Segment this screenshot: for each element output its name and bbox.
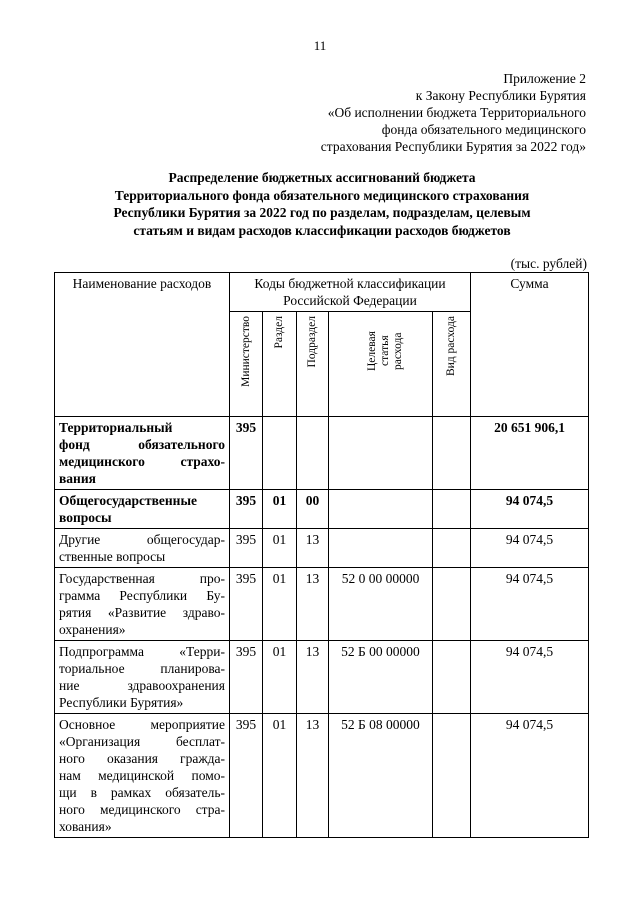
row-name-line: «Организация бесплат- <box>59 734 225 749</box>
subsection-code <box>297 417 329 490</box>
sub-header-target <box>329 312 433 417</box>
ministry-code: 395 <box>230 529 263 568</box>
ministry-code: 395 <box>230 568 263 641</box>
title-line: Распределение бюджетных ассигнований бюджета <box>168 170 476 185</box>
ministry-code: 395 <box>230 417 263 490</box>
subsection-code: 13 <box>297 641 329 714</box>
row-name-line: охранения» <box>59 622 126 637</box>
table-row <box>55 529 589 568</box>
header-codes-line: Российской Федерации <box>283 293 417 308</box>
row-name-line: ного оказания гражда- <box>59 751 225 766</box>
title-line: статьям и видам расходов классификации расходов бюджетов <box>133 222 511 238</box>
table-row <box>55 714 589 838</box>
target-article-code: 52 0 00 00000 <box>329 568 433 641</box>
row-name-line: ного медицинского стра- <box>59 802 225 817</box>
row-name <box>55 714 230 838</box>
sub-header-label: Министерство <box>239 316 252 387</box>
section-code: 01 <box>263 490 297 529</box>
target-article-code <box>329 529 433 568</box>
expense-type-code <box>433 490 471 529</box>
page-number: 11 <box>313 38 327 53</box>
header-sum: Сумма <box>471 273 589 417</box>
sub-header-label: Подраздел <box>306 316 318 368</box>
title-line: Республики Бурятия за 2022 год по разделам, подразделам, целевым <box>113 205 531 220</box>
section-code: 01 <box>263 568 297 641</box>
row-name-line: нам медицинской помо- <box>59 768 225 783</box>
ministry-code: 395 <box>230 641 263 714</box>
header-codes-line: Коды бюджетной классификации <box>254 276 446 291</box>
title-line: Территориального фонда обязательного медицинского страхования <box>114 187 530 203</box>
table-row <box>55 641 589 714</box>
row-name-line: Основное мероприятие <box>59 717 225 732</box>
sub-header-label: Раздел <box>273 316 285 349</box>
section-code: 01 <box>263 641 297 714</box>
section-code <box>263 417 297 490</box>
expense-type-code <box>433 529 471 568</box>
target-article-code: 52 Б 00 00000 <box>329 641 433 714</box>
header-name: Наименование расходов <box>55 273 230 417</box>
appendix-line: к Закону Республики Бурятия <box>415 88 586 103</box>
row-name-line: рятия «Развитие здраво- <box>59 605 225 620</box>
sub-header-label: Целевая статья расхода <box>365 331 404 371</box>
row-name-line: Территориальный <box>59 420 173 435</box>
document-title <box>56 169 588 239</box>
section-code: 01 <box>263 714 297 838</box>
row-sum: 94 074,5 <box>471 641 589 714</box>
target-article-code: 52 Б 08 00000 <box>329 714 433 838</box>
row-name-line: ториальное планирова- <box>59 661 225 676</box>
expense-type-code <box>433 714 471 838</box>
target-article-code <box>329 417 433 490</box>
row-name-line: ние здравоохранения <box>59 678 225 693</box>
table-body <box>55 417 589 838</box>
row-name <box>55 490 230 529</box>
appendix-line: Приложение 2 <box>503 71 586 86</box>
header-codes <box>230 273 471 312</box>
row-name <box>55 641 230 714</box>
sub-header-subsection <box>297 312 329 417</box>
row-sum: 94 074,5 <box>471 714 589 838</box>
target-article-code <box>329 490 433 529</box>
row-name-line: вопросы <box>59 510 112 525</box>
sub-header-ministry <box>230 312 263 417</box>
sub-header-type <box>433 312 471 417</box>
row-sum: 20 651 906,1 <box>471 417 589 490</box>
subsection-code: 00 <box>297 490 329 529</box>
row-sum: 94 074,5 <box>471 529 589 568</box>
row-name-line: Другие общегосудар- <box>59 532 225 547</box>
header-row <box>55 273 589 312</box>
appendix-line: фонда обязательного медицинского <box>381 122 586 137</box>
table-row <box>55 490 589 529</box>
table-row <box>55 568 589 641</box>
subsection-code: 13 <box>297 568 329 641</box>
row-name <box>55 568 230 641</box>
row-sum: 94 074,5 <box>471 490 589 529</box>
subsection-code: 13 <box>297 529 329 568</box>
row-name-line: ственные вопросы <box>59 549 166 564</box>
sub-header-label: Вид расхода <box>445 316 457 377</box>
sub-header-section <box>263 312 297 417</box>
row-name-line: фонд обязательного <box>59 437 225 452</box>
appendix-reference <box>256 70 586 155</box>
ministry-code: 395 <box>230 490 263 529</box>
ministry-code: 395 <box>230 714 263 838</box>
row-name-line: вания <box>59 471 96 486</box>
row-name <box>55 529 230 568</box>
row-name-line: Подпрограмма «Терри- <box>59 644 225 659</box>
budget-table <box>54 272 589 838</box>
row-name-line: щи в рамках обязатель- <box>59 785 225 800</box>
row-name-line: грамма Республики Бу- <box>59 588 225 603</box>
subsection-code: 13 <box>297 714 329 838</box>
appendix-line: страхования Республики Бурятия за 2022 год» <box>320 139 586 154</box>
units-label: (тыс. рублей) <box>510 256 587 271</box>
row-sum: 94 074,5 <box>471 568 589 641</box>
expense-type-code <box>433 568 471 641</box>
expense-type-code <box>433 417 471 490</box>
section-code: 01 <box>263 529 297 568</box>
appendix-line: «Об исполнении бюджета Территориального <box>327 105 586 120</box>
row-name <box>55 417 230 490</box>
row-name-line: хования» <box>59 819 112 834</box>
expense-type-code <box>433 641 471 714</box>
row-name-line: Общегосударственные <box>59 493 197 508</box>
row-name-line: Республики Бурятия» <box>59 695 184 710</box>
table-row <box>55 417 589 490</box>
row-name-line: Государственная про- <box>59 571 225 586</box>
row-name-line: медицинского страхо- <box>59 454 225 469</box>
